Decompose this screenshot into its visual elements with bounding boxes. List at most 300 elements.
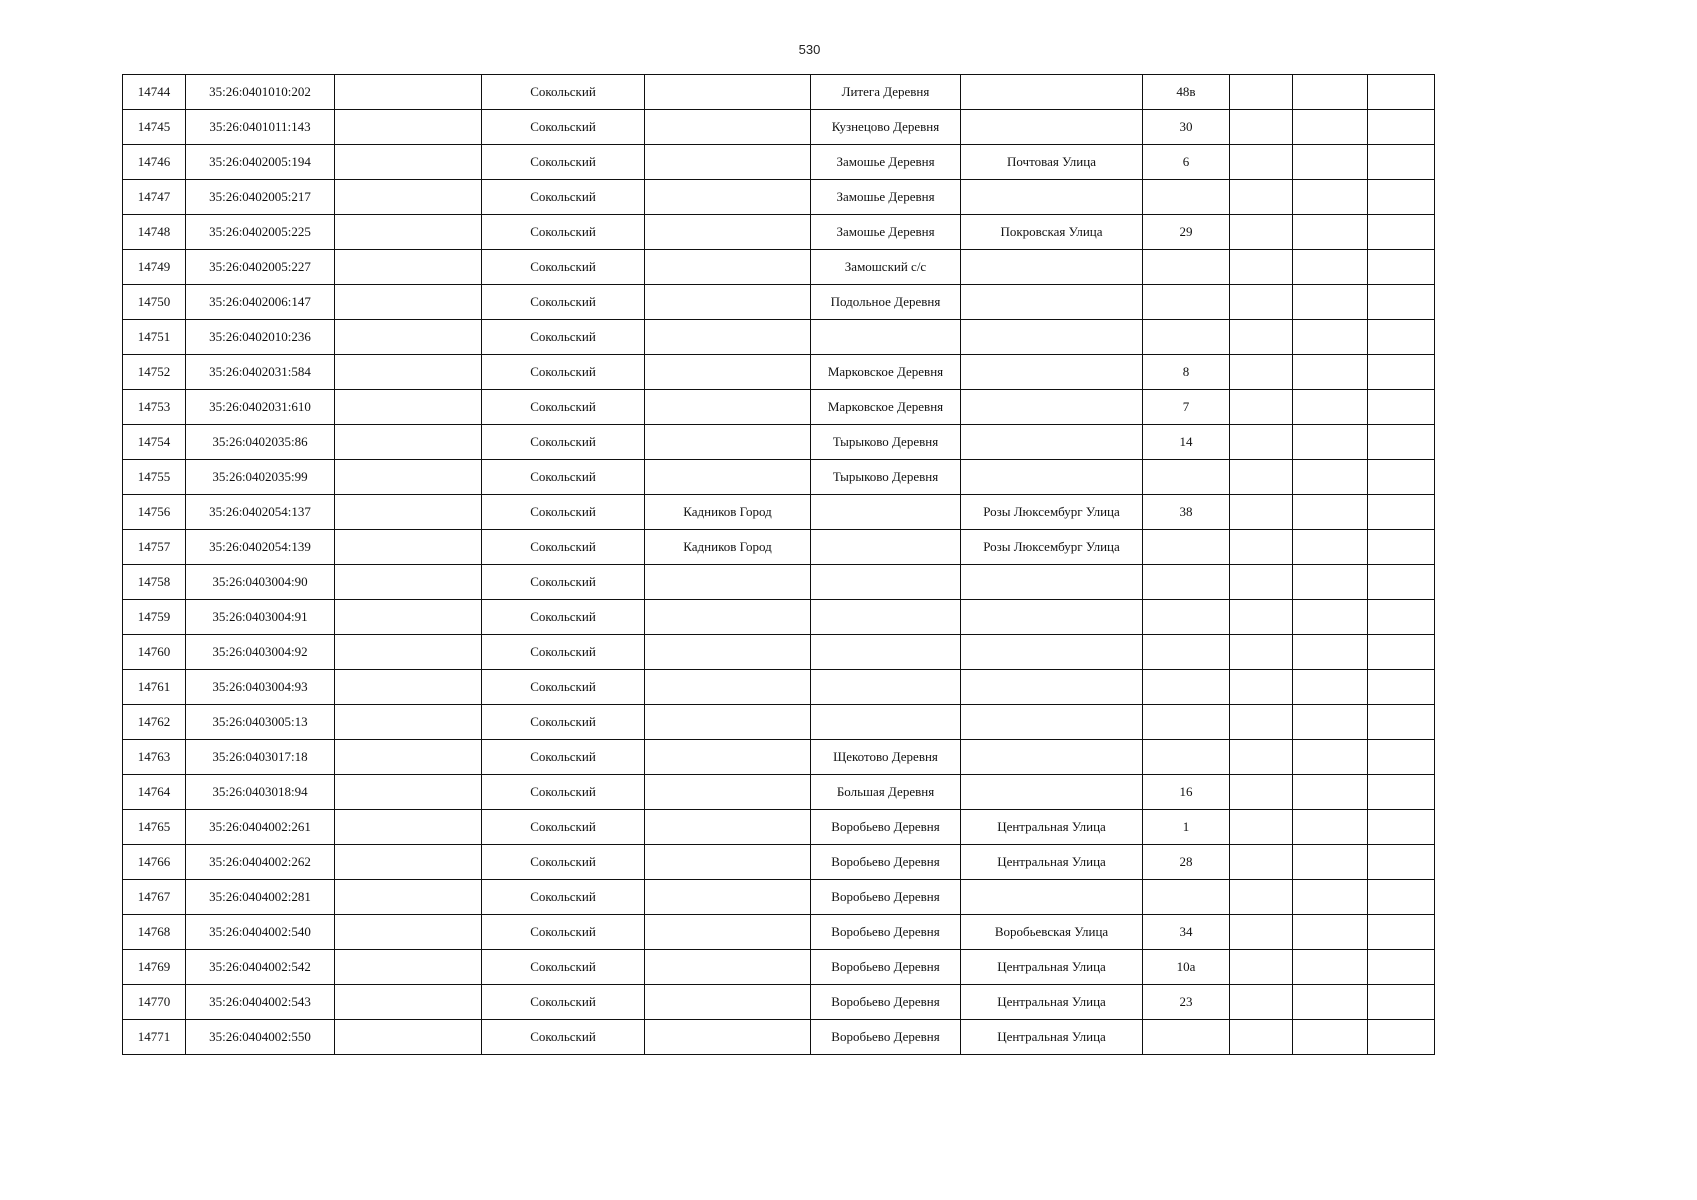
cadastral-number-cell: 35:26:0402031:610	[186, 390, 335, 425]
column-11-cell	[1368, 425, 1435, 460]
cadastral-number-cell: 35:26:0402005:225	[186, 215, 335, 250]
row-number-cell: 14770	[123, 985, 186, 1020]
column-9-cell	[1230, 390, 1293, 425]
street-cell	[961, 425, 1143, 460]
city-cell: Кадников Город	[645, 530, 811, 565]
house-number-cell	[1143, 880, 1230, 915]
table-row	[123, 915, 1435, 950]
house-number-cell	[1143, 285, 1230, 320]
column-10-cell	[1293, 565, 1368, 600]
table-row	[123, 425, 1435, 460]
column-10-cell	[1293, 390, 1368, 425]
cadastral-number-cell: 35:26:0402035:99	[186, 460, 335, 495]
city-cell	[645, 915, 811, 950]
table-row	[123, 810, 1435, 845]
city-cell	[645, 145, 811, 180]
row-number-cell: 14757	[123, 530, 186, 565]
column-11-cell	[1368, 810, 1435, 845]
locality-cell: Воробьево Деревня	[811, 1020, 961, 1055]
column-3-cell	[335, 250, 482, 285]
row-number-cell: 14746	[123, 145, 186, 180]
city-cell	[645, 985, 811, 1020]
table-row	[123, 670, 1435, 705]
row-number-cell: 14748	[123, 215, 186, 250]
column-9-cell	[1230, 355, 1293, 390]
column-11-cell	[1368, 250, 1435, 285]
cadastral-number-cell: 35:26:0404002:543	[186, 985, 335, 1020]
city-cell	[645, 565, 811, 600]
column-10-cell	[1293, 705, 1368, 740]
column-10-cell	[1293, 775, 1368, 810]
column-11-cell	[1368, 565, 1435, 600]
district-cell: Сокольский	[482, 775, 645, 810]
column-3-cell	[335, 740, 482, 775]
district-cell: Сокольский	[482, 740, 645, 775]
column-9-cell	[1230, 775, 1293, 810]
house-number-cell: 10а	[1143, 950, 1230, 985]
house-number-cell: 38	[1143, 495, 1230, 530]
house-number-cell	[1143, 670, 1230, 705]
table-row	[123, 600, 1435, 635]
column-11-cell	[1368, 915, 1435, 950]
row-number-cell: 14756	[123, 495, 186, 530]
city-cell	[645, 670, 811, 705]
district-cell: Сокольский	[482, 565, 645, 600]
table-row	[123, 880, 1435, 915]
column-3-cell	[335, 635, 482, 670]
column-11-cell	[1368, 635, 1435, 670]
city-cell	[645, 180, 811, 215]
locality-cell	[811, 600, 961, 635]
column-10-cell	[1293, 670, 1368, 705]
table-row	[123, 950, 1435, 985]
house-number-cell: 48в	[1143, 75, 1230, 110]
column-3-cell	[335, 285, 482, 320]
table-row	[123, 215, 1435, 250]
city-cell	[645, 110, 811, 145]
column-10-cell	[1293, 845, 1368, 880]
locality-cell	[811, 705, 961, 740]
column-3-cell	[335, 75, 482, 110]
street-cell: Воробьевская Улица	[961, 915, 1143, 950]
locality-cell: Воробьево Деревня	[811, 915, 961, 950]
house-number-cell: 29	[1143, 215, 1230, 250]
column-9-cell	[1230, 705, 1293, 740]
column-10-cell	[1293, 600, 1368, 635]
cadastral-number-cell: 35:26:0402054:139	[186, 530, 335, 565]
street-cell	[961, 460, 1143, 495]
column-11-cell	[1368, 460, 1435, 495]
house-number-cell	[1143, 530, 1230, 565]
street-cell: Центральная Улица	[961, 985, 1143, 1020]
table-row	[123, 1020, 1435, 1055]
table-row	[123, 390, 1435, 425]
city-cell	[645, 250, 811, 285]
house-number-cell: 30	[1143, 110, 1230, 145]
column-9-cell	[1230, 880, 1293, 915]
district-cell: Сокольский	[482, 530, 645, 565]
cadastral-number-cell: 35:26:0401011:143	[186, 110, 335, 145]
locality-cell	[811, 635, 961, 670]
column-11-cell	[1368, 285, 1435, 320]
house-number-cell	[1143, 460, 1230, 495]
cadastral-number-cell: 35:26:0402035:86	[186, 425, 335, 460]
column-9-cell	[1230, 285, 1293, 320]
street-cell	[961, 75, 1143, 110]
street-cell: Центральная Улица	[961, 845, 1143, 880]
house-number-cell: 6	[1143, 145, 1230, 180]
column-11-cell	[1368, 705, 1435, 740]
locality-cell: Тырыково Деревня	[811, 425, 961, 460]
column-11-cell	[1368, 985, 1435, 1020]
locality-cell: Замошье Деревня	[811, 145, 961, 180]
house-number-cell	[1143, 565, 1230, 600]
row-number-cell: 14751	[123, 320, 186, 355]
locality-cell: Воробьево Деревня	[811, 985, 961, 1020]
column-10-cell	[1293, 915, 1368, 950]
column-10-cell	[1293, 285, 1368, 320]
district-cell: Сокольский	[482, 145, 645, 180]
column-3-cell	[335, 845, 482, 880]
district-cell: Сокольский	[482, 320, 645, 355]
district-cell: Сокольский	[482, 880, 645, 915]
house-number-cell	[1143, 705, 1230, 740]
cadastral-number-cell: 35:26:0402005:217	[186, 180, 335, 215]
column-11-cell	[1368, 845, 1435, 880]
row-number-cell: 14753	[123, 390, 186, 425]
city-cell	[645, 810, 811, 845]
city-cell	[645, 1020, 811, 1055]
column-3-cell	[335, 180, 482, 215]
locality-cell	[811, 495, 961, 530]
cadastral-number-cell: 35:26:0402005:194	[186, 145, 335, 180]
cadastral-number-cell: 35:26:0403004:91	[186, 600, 335, 635]
table-row	[123, 320, 1435, 355]
table-row	[123, 985, 1435, 1020]
column-3-cell	[335, 320, 482, 355]
cadastral-number-cell: 35:26:0403004:92	[186, 635, 335, 670]
column-3-cell	[335, 530, 482, 565]
row-number-cell: 14760	[123, 635, 186, 670]
column-3-cell	[335, 145, 482, 180]
table-row	[123, 495, 1435, 530]
column-11-cell	[1368, 495, 1435, 530]
street-cell	[961, 880, 1143, 915]
table-row	[123, 285, 1435, 320]
house-number-cell: 23	[1143, 985, 1230, 1020]
row-number-cell: 14750	[123, 285, 186, 320]
locality-cell	[811, 565, 961, 600]
table-row	[123, 775, 1435, 810]
locality-cell: Подольное Деревня	[811, 285, 961, 320]
cadastral-number-cell: 35:26:0404002:542	[186, 950, 335, 985]
house-number-cell: 1	[1143, 810, 1230, 845]
city-cell	[645, 845, 811, 880]
locality-cell: Марковское Деревня	[811, 355, 961, 390]
column-3-cell	[335, 950, 482, 985]
column-9-cell	[1230, 320, 1293, 355]
cadastral-number-cell: 35:26:0403005:13	[186, 705, 335, 740]
cadastral-number-cell: 35:26:0402005:227	[186, 250, 335, 285]
column-10-cell	[1293, 985, 1368, 1020]
cadastral-number-cell: 35:26:0402006:147	[186, 285, 335, 320]
street-cell: Розы Люксембург Улица	[961, 530, 1143, 565]
locality-cell: Воробьево Деревня	[811, 950, 961, 985]
table-row	[123, 530, 1435, 565]
district-cell: Сокольский	[482, 355, 645, 390]
column-3-cell	[335, 705, 482, 740]
district-cell: Сокольский	[482, 915, 645, 950]
column-10-cell	[1293, 635, 1368, 670]
city-cell	[645, 320, 811, 355]
district-cell: Сокольский	[482, 985, 645, 1020]
table-row	[123, 460, 1435, 495]
column-9-cell	[1230, 810, 1293, 845]
column-9-cell	[1230, 180, 1293, 215]
column-11-cell	[1368, 145, 1435, 180]
column-9-cell	[1230, 565, 1293, 600]
locality-cell: Воробьево Деревня	[811, 810, 961, 845]
city-cell	[645, 285, 811, 320]
table-row	[123, 145, 1435, 180]
locality-cell: Марковское Деревня	[811, 390, 961, 425]
column-11-cell	[1368, 390, 1435, 425]
locality-cell	[811, 530, 961, 565]
column-11-cell	[1368, 950, 1435, 985]
street-cell	[961, 600, 1143, 635]
district-cell: Сокольский	[482, 670, 645, 705]
row-number-cell: 14767	[123, 880, 186, 915]
street-cell	[961, 250, 1143, 285]
district-cell: Сокольский	[482, 180, 645, 215]
column-10-cell	[1293, 75, 1368, 110]
column-11-cell	[1368, 530, 1435, 565]
city-cell	[645, 460, 811, 495]
street-cell	[961, 390, 1143, 425]
district-cell: Сокольский	[482, 390, 645, 425]
street-cell	[961, 180, 1143, 215]
house-number-cell	[1143, 635, 1230, 670]
row-number-cell: 14752	[123, 355, 186, 390]
column-11-cell	[1368, 740, 1435, 775]
column-9-cell	[1230, 915, 1293, 950]
locality-cell: Большая Деревня	[811, 775, 961, 810]
column-3-cell	[335, 775, 482, 810]
row-number-cell: 14755	[123, 460, 186, 495]
street-cell	[961, 565, 1143, 600]
house-number-cell: 8	[1143, 355, 1230, 390]
street-cell: Центральная Улица	[961, 1020, 1143, 1055]
column-3-cell	[335, 880, 482, 915]
column-3-cell	[335, 600, 482, 635]
column-10-cell	[1293, 1020, 1368, 1055]
row-number-cell: 14768	[123, 915, 186, 950]
house-number-cell	[1143, 180, 1230, 215]
column-11-cell	[1368, 320, 1435, 355]
cadastral-number-cell: 35:26:0402031:584	[186, 355, 335, 390]
district-cell: Сокольский	[482, 460, 645, 495]
house-number-cell: 34	[1143, 915, 1230, 950]
row-number-cell: 14745	[123, 110, 186, 145]
column-10-cell	[1293, 740, 1368, 775]
column-10-cell	[1293, 425, 1368, 460]
column-10-cell	[1293, 810, 1368, 845]
row-number-cell: 14747	[123, 180, 186, 215]
column-11-cell	[1368, 75, 1435, 110]
street-cell: Почтовая Улица	[961, 145, 1143, 180]
city-cell	[645, 215, 811, 250]
cadastral-number-cell: 35:26:0402054:137	[186, 495, 335, 530]
house-number-cell: 28	[1143, 845, 1230, 880]
district-cell: Сокольский	[482, 425, 645, 460]
cadastral-number-cell: 35:26:0404002:261	[186, 810, 335, 845]
cadastral-number-cell: 35:26:0404002:540	[186, 915, 335, 950]
district-cell: Сокольский	[482, 845, 645, 880]
city-cell	[645, 775, 811, 810]
column-3-cell	[335, 495, 482, 530]
city-cell	[645, 740, 811, 775]
column-11-cell	[1368, 670, 1435, 705]
city-cell	[645, 425, 811, 460]
column-3-cell	[335, 1020, 482, 1055]
city-cell	[645, 75, 811, 110]
column-9-cell	[1230, 110, 1293, 145]
street-cell	[961, 355, 1143, 390]
column-3-cell	[335, 355, 482, 390]
column-11-cell	[1368, 110, 1435, 145]
cadastral-number-cell: 35:26:0401010:202	[186, 75, 335, 110]
table-row	[123, 565, 1435, 600]
cadastral-number-cell: 35:26:0402010:236	[186, 320, 335, 355]
house-number-cell	[1143, 250, 1230, 285]
locality-cell: Замошский с/с	[811, 250, 961, 285]
district-cell: Сокольский	[482, 495, 645, 530]
district-cell: Сокольский	[482, 285, 645, 320]
locality-cell: Литега Деревня	[811, 75, 961, 110]
district-cell: Сокольский	[482, 810, 645, 845]
column-9-cell	[1230, 250, 1293, 285]
cadastral-number-cell: 35:26:0403004:90	[186, 565, 335, 600]
column-9-cell	[1230, 635, 1293, 670]
column-9-cell	[1230, 670, 1293, 705]
locality-cell: Щекотово Деревня	[811, 740, 961, 775]
column-11-cell	[1368, 600, 1435, 635]
column-9-cell	[1230, 460, 1293, 495]
row-number-cell: 14764	[123, 775, 186, 810]
row-number-cell: 14765	[123, 810, 186, 845]
table-row	[123, 635, 1435, 670]
street-cell	[961, 320, 1143, 355]
street-cell	[961, 110, 1143, 145]
column-9-cell	[1230, 845, 1293, 880]
column-3-cell	[335, 460, 482, 495]
column-3-cell	[335, 425, 482, 460]
city-cell	[645, 950, 811, 985]
column-9-cell	[1230, 145, 1293, 180]
column-9-cell	[1230, 530, 1293, 565]
column-9-cell	[1230, 75, 1293, 110]
column-10-cell	[1293, 880, 1368, 915]
locality-cell	[811, 670, 961, 705]
column-3-cell	[335, 215, 482, 250]
row-number-cell: 14769	[123, 950, 186, 985]
column-3-cell	[335, 810, 482, 845]
column-9-cell	[1230, 985, 1293, 1020]
row-number-cell: 14749	[123, 250, 186, 285]
column-3-cell	[335, 110, 482, 145]
district-cell: Сокольский	[482, 75, 645, 110]
city-cell	[645, 635, 811, 670]
table-row	[123, 355, 1435, 390]
column-10-cell	[1293, 215, 1368, 250]
column-10-cell	[1293, 460, 1368, 495]
column-9-cell	[1230, 950, 1293, 985]
cadastral-number-cell: 35:26:0403017:18	[186, 740, 335, 775]
column-10-cell	[1293, 180, 1368, 215]
table-row	[123, 110, 1435, 145]
city-cell	[645, 705, 811, 740]
row-number-cell: 14763	[123, 740, 186, 775]
column-9-cell	[1230, 215, 1293, 250]
table-row	[123, 250, 1435, 285]
house-number-cell	[1143, 600, 1230, 635]
column-3-cell	[335, 565, 482, 600]
register-table	[122, 74, 1435, 1055]
city-cell: Кадников Город	[645, 495, 811, 530]
row-number-cell: 14754	[123, 425, 186, 460]
district-cell: Сокольский	[482, 250, 645, 285]
locality-cell: Замошье Деревня	[811, 180, 961, 215]
column-9-cell	[1230, 740, 1293, 775]
column-3-cell	[335, 985, 482, 1020]
locality-cell: Воробьево Деревня	[811, 845, 961, 880]
row-number-cell: 14766	[123, 845, 186, 880]
row-number-cell: 14744	[123, 75, 186, 110]
cadastral-number-cell: 35:26:0404002:281	[186, 880, 335, 915]
district-cell: Сокольский	[482, 215, 645, 250]
house-number-cell: 14	[1143, 425, 1230, 460]
district-cell: Сокольский	[482, 110, 645, 145]
cadastral-number-cell: 35:26:0403018:94	[186, 775, 335, 810]
cadastral-number-cell: 35:26:0404002:262	[186, 845, 335, 880]
table-row	[123, 180, 1435, 215]
street-cell: Центральная Улица	[961, 810, 1143, 845]
column-9-cell	[1230, 600, 1293, 635]
column-11-cell	[1368, 180, 1435, 215]
house-number-cell	[1143, 320, 1230, 355]
column-11-cell	[1368, 775, 1435, 810]
row-number-cell: 14758	[123, 565, 186, 600]
row-number-cell: 14761	[123, 670, 186, 705]
column-11-cell	[1368, 1020, 1435, 1055]
column-3-cell	[335, 915, 482, 950]
street-cell	[961, 740, 1143, 775]
column-10-cell	[1293, 495, 1368, 530]
cadastral-number-cell: 35:26:0403004:93	[186, 670, 335, 705]
table-row	[123, 740, 1435, 775]
column-11-cell	[1368, 355, 1435, 390]
row-number-cell: 14759	[123, 600, 186, 635]
column-10-cell	[1293, 530, 1368, 565]
district-cell: Сокольский	[482, 1020, 645, 1055]
column-10-cell	[1293, 145, 1368, 180]
house-number-cell	[1143, 740, 1230, 775]
column-10-cell	[1293, 355, 1368, 390]
column-10-cell	[1293, 110, 1368, 145]
column-10-cell	[1293, 250, 1368, 285]
district-cell: Сокольский	[482, 635, 645, 670]
city-cell	[645, 880, 811, 915]
